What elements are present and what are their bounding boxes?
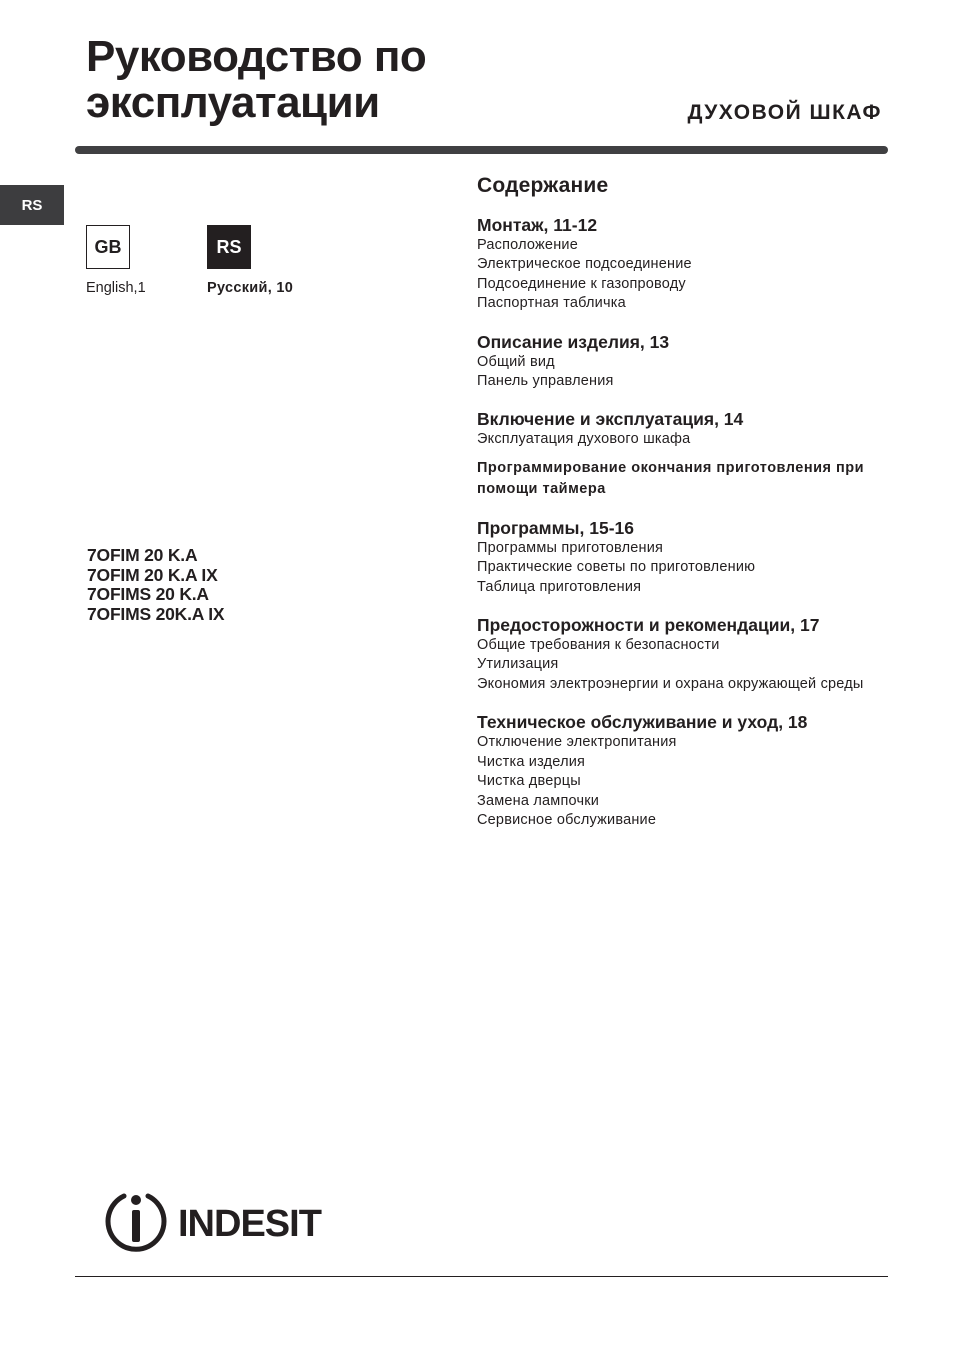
toc-section-precautions (477, 614, 897, 694)
toc-item: Чистка изделия (477, 753, 586, 770)
model-item: 7OFIMS 20 K.A (87, 584, 209, 604)
toc-item: Отключение электропитания (477, 734, 677, 751)
toc-heading: Содержание (477, 174, 609, 197)
toc-section-maintenance (477, 711, 897, 830)
toc-item: Эксплуатация духового шкафа (477, 431, 691, 448)
toc-item: Подсоединение к газопроводу (477, 275, 686, 292)
toc-section-title: Описание изделия, 13 (477, 331, 670, 352)
toc-item: Программы приготовления (477, 539, 664, 556)
toc-item: Общий вид (477, 353, 555, 370)
toc-section-title: Монтаж, 11-12 (477, 215, 598, 235)
toc-item: Экономия электроэнергии и охрана окружающей среды (477, 675, 864, 692)
toc-section-programs (477, 517, 897, 597)
toc-item-bold: Программирование окончания приготовления при помощи таймера (477, 459, 865, 497)
toc-section-title: Включение и эксплуатация, 14 (477, 409, 744, 430)
toc-section-installation (477, 214, 897, 314)
toc-item: Паспортная табличка (477, 295, 626, 312)
title-line-1: Руководство по (86, 32, 427, 81)
toc-item: Панель управления (477, 373, 614, 390)
toc-item: Сервисное обслуживание (477, 811, 657, 828)
language-label-gb: English,1 (86, 280, 146, 296)
toc-item: Чистка дверцы (477, 773, 581, 790)
model-list (87, 546, 224, 624)
toc-section-operation (477, 408, 897, 499)
title-line-2: эксплуатации (86, 78, 380, 127)
indesit-logo (104, 1188, 340, 1256)
header-divider (75, 146, 888, 154)
model-item: 7OFIM 20 K.A IX (87, 564, 218, 585)
language-box-rs: RS (207, 225, 251, 269)
toc-item: Таблица приготовления (477, 578, 642, 595)
language-box-gb: GB (86, 225, 130, 269)
model-item: 7OFIM 20 K.A (87, 545, 198, 565)
product-type: ДУХОВОЙ ШКАФ (687, 101, 882, 124)
logo-wordmark: INDESIT (178, 1203, 321, 1245)
page-title (86, 34, 426, 126)
toc-item: Электрическое подсоединение (477, 256, 692, 273)
table-of-contents (477, 174, 897, 847)
toc-item: Практические советы по приготовлению (477, 559, 756, 576)
toc-item: Замена лампочки (477, 792, 600, 809)
toc-item: Утилизация (477, 656, 559, 673)
toc-section-title: Предосторожности и рекомендации, 17 (477, 615, 820, 636)
side-language-tab: RS (0, 185, 64, 225)
toc-item: Расположение (477, 237, 578, 253)
toc-item: Общие требования к безопасности (477, 637, 720, 654)
indesit-i-logo-icon (108, 1195, 164, 1249)
footer-divider (75, 1276, 888, 1277)
toc-section-title: Программы, 15-16 (477, 517, 634, 538)
model-item: 7OFIMS 20K.A IX (87, 603, 225, 624)
toc-section-title: Техническое обслуживание и уход, 18 (477, 712, 808, 733)
language-label-rs: Русский, 10 (207, 280, 294, 296)
toc-section-description (477, 331, 897, 392)
